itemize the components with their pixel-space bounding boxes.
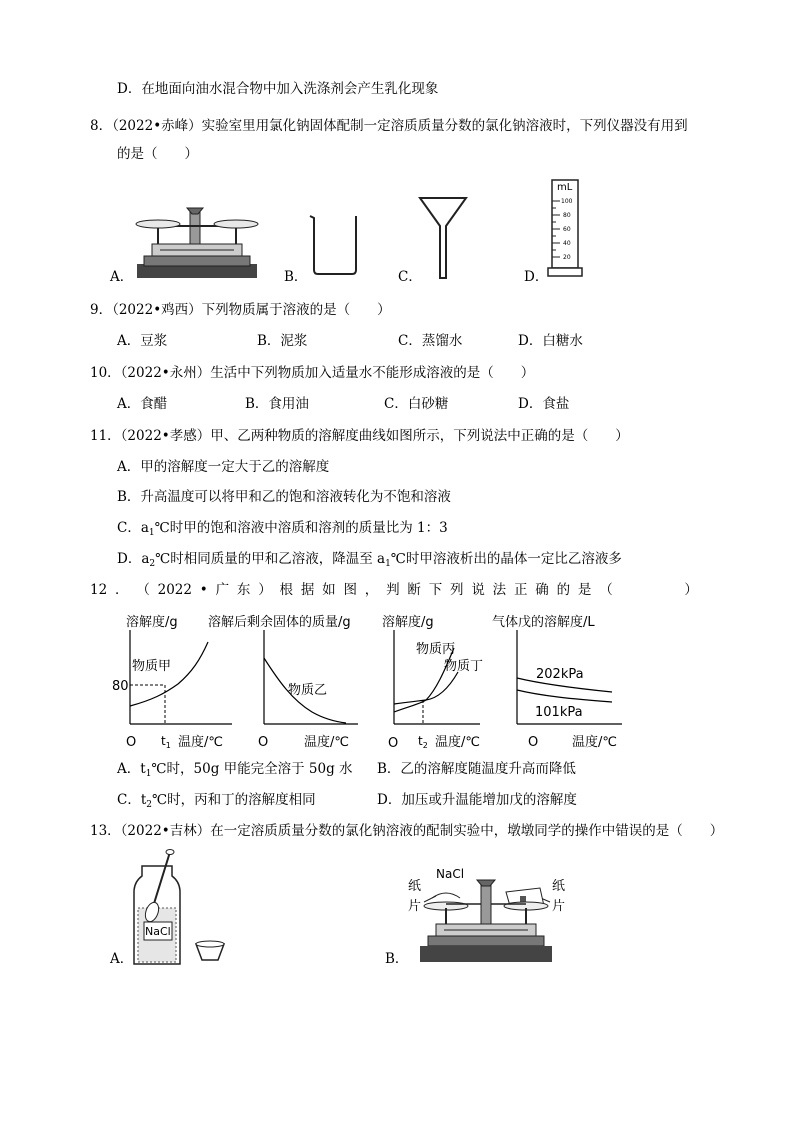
paper-right-label-2: 片 bbox=[552, 899, 566, 914]
q8-label-a: A． bbox=[110, 269, 134, 285]
q12-stem: 12 ． （ 2022 • 广 东 ） 根 据 如 图 ， 判 断 下 列 说 法 正 确 的 是 （ ） bbox=[90, 582, 698, 598]
q12-graph-2 bbox=[208, 608, 368, 750]
graph3-xtick: $t_2$ bbox=[418, 734, 428, 750]
q12-option-d: D．加压或升温能增加戊的溶解度 bbox=[377, 792, 577, 808]
graph1-curve-label: 物质甲 bbox=[132, 659, 172, 674]
cylinder-tick-100: 100 bbox=[561, 198, 573, 205]
graph3-curve2-label: 物质丁 bbox=[444, 659, 484, 674]
q11-stem: 11．（2022•孝感）甲、乙两种物质的溶解度曲线如图所示，下列说法中正确的是（ ） bbox=[90, 428, 629, 444]
balance-weighing-image bbox=[406, 862, 586, 972]
graph3-xlabel: 温度/℃ bbox=[435, 735, 480, 750]
graph3-origin: O bbox=[388, 736, 399, 751]
graph4-curve1-label: 202kPa bbox=[536, 667, 584, 682]
cylinder-tick-20: 20 bbox=[563, 254, 571, 261]
paper-right-label-1: 纸 bbox=[552, 879, 566, 894]
q11-option-c: C．$a_1℃$时甲的饱和溶液中溶质和溶剂的质量比为 1：3 bbox=[117, 520, 448, 538]
graph4-curve2-label: 101kPa bbox=[535, 705, 583, 720]
beaker-image bbox=[304, 212, 364, 278]
q8-label-c: C． bbox=[398, 269, 422, 285]
q10-option-a: A．食醋 bbox=[117, 396, 168, 412]
cylinder-tick-60: 60 bbox=[563, 226, 571, 233]
q9-option-a: A．豆浆 bbox=[117, 333, 168, 349]
cylinder-unit: mL bbox=[557, 182, 573, 193]
cylinder-tick-40: 40 bbox=[563, 240, 571, 247]
graph1-xlabel: 温度/℃ bbox=[178, 735, 223, 750]
q8-stem-line2: 的是（ ） bbox=[117, 146, 198, 162]
q10-option-b: B．食用油 bbox=[245, 396, 309, 412]
q9-option-c: C．蒸馏水 bbox=[398, 333, 463, 349]
graduated-cylinder-image bbox=[546, 178, 586, 280]
q13-label-a: A． bbox=[110, 951, 134, 967]
funnel-image bbox=[418, 194, 468, 280]
q8-label-d: D． bbox=[524, 269, 549, 285]
q11-option-a: A．甲的溶解度一定大于乙的溶解度 bbox=[117, 459, 330, 475]
cylinder-tick-80: 80 bbox=[563, 212, 571, 219]
q11-option-d: D．$a_2℃$时相同质量的甲和乙溶液，降温至 $a_1℃$时甲溶液析出的晶体一定比乙溶液多 bbox=[117, 551, 622, 569]
graph3-curve1-label: 物质丙 bbox=[416, 642, 456, 657]
graph4-xlabel: 温度/℃ bbox=[572, 735, 617, 750]
q8-label-b: B． bbox=[284, 269, 308, 285]
q12-option-a: A．$t_1℃$时，50g 甲能完全溶于 50g 水 bbox=[117, 761, 353, 779]
q12-option-c: C．$t_2℃$时，丙和丁的溶解度相同 bbox=[117, 792, 316, 810]
paper-left-label-1: 纸 bbox=[408, 879, 422, 894]
q12-graph-3 bbox=[380, 608, 490, 750]
graph2-curve-label: 物质乙 bbox=[288, 683, 328, 698]
graph1-origin: O bbox=[126, 735, 137, 750]
q9-option-b: B．泥浆 bbox=[257, 333, 308, 349]
q10-option-d: D．食盐 bbox=[518, 396, 570, 412]
graph4-ylabel: 气体戊的溶解度/L bbox=[492, 615, 595, 630]
q7-option-d: D．在地面向油水混合物中加入洗涤剂会产生乳化现象 bbox=[117, 81, 439, 97]
graph4-origin: O bbox=[528, 735, 539, 750]
q8-stem-line1: 8．（2022•赤峰）实验室里用氯化钠固体配制一定溶质质量分数的氯化钠溶液时，下列仪器没有用到 bbox=[90, 118, 688, 134]
graph1-value: 80 bbox=[112, 679, 129, 694]
q9-stem: 9．（2022•鸡西）下列物质属于溶液的是（ ） bbox=[90, 302, 391, 318]
q10-stem: 10．（2022•永州）生活中下列物质加入适量水不能形成溶液的是（ ） bbox=[90, 365, 535, 381]
graph2-xlabel: 温度/℃ bbox=[304, 735, 349, 750]
q13-stem: 13．（2022•吉林）在一定溶质质量分数的氯化钠溶液的配制实验中，墩墩同学的操作中错误的是（ ） bbox=[90, 823, 724, 839]
balance-image bbox=[132, 200, 262, 282]
q13-label-b: B． bbox=[385, 951, 409, 967]
graph3-ylabel: 溶解度/g bbox=[382, 615, 434, 630]
graph2-origin: O bbox=[258, 735, 269, 750]
balance-nacl-label: NaCl bbox=[436, 867, 465, 881]
q9-option-d: D．白糖水 bbox=[518, 333, 583, 349]
paper-left-label-2: 片 bbox=[408, 899, 422, 914]
reagent-bottle-label: NaCl bbox=[145, 925, 171, 938]
q12-graph-4 bbox=[492, 608, 632, 750]
reagent-bottle-image bbox=[130, 848, 230, 970]
q12-option-b: B．乙的溶解度随温度升高而降低 bbox=[377, 761, 576, 777]
graph1-xtick: $t_1$ bbox=[161, 734, 171, 750]
graph2-ylabel: 溶解后剩余固体的质量/g bbox=[208, 615, 351, 630]
q11-option-b: B．升高温度可以将甲和乙的饱和溶液转化为不饱和溶液 bbox=[117, 489, 451, 505]
q10-option-c: C．白砂糖 bbox=[384, 396, 449, 412]
graph1-ylabel: 溶解度/g bbox=[126, 615, 178, 630]
